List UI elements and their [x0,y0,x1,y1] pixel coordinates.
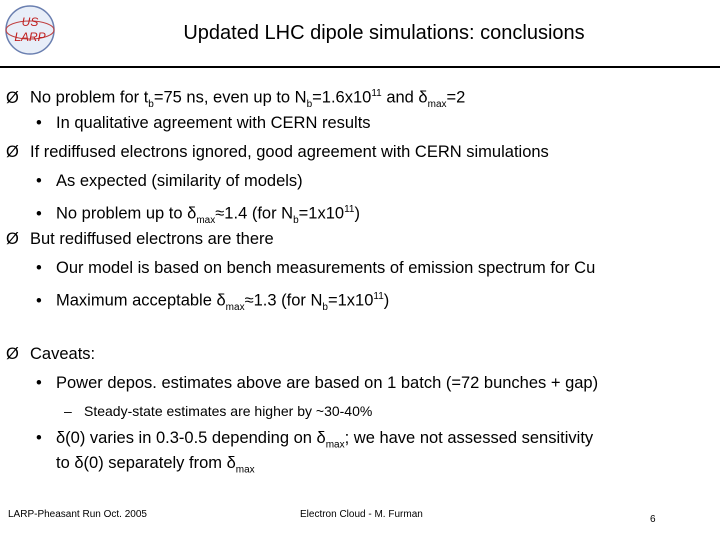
dot-bullet-icon: • [36,374,42,392]
sub-bullet-delta-max-1-4: • No problem up to $\delta_{max}\approx 1.4$ (for $N_b=1x10^{11}$) [36,204,360,226]
page-title: Updated LHC dipole simulations: conclusions [183,22,585,44]
dot-bullet-icon: • [36,172,42,190]
sub-bullet-delta0-range: • δ(0) varies in 0.3-0.5 depending on $\delta_{max}$; we have not assessed sensitivity [36,429,594,451]
page-number: 6 [650,514,656,525]
sub-bullet-cern-agreement: • In qualitative agreement with CERN results [36,114,371,132]
arrow-bullet-icon: Ø [6,345,19,363]
footer-author: Electron Cloud - M. Furman [300,509,423,520]
arrow-bullet-icon: Ø [6,230,19,248]
dot-bullet-icon: • [36,114,42,132]
sub-sub-bullet-steady-state: – Steady-state estimates are higher by ~30-40% [64,403,373,419]
dot-bullet-icon: • [36,259,42,277]
larp-logo [4,4,56,56]
bullet-rediffused-ignored: Ø If rediffused electrons ignored, good agreement with CERN simulations [6,143,549,161]
sub-bullet-delta0-range-continued: to δ(0) separately from $\delta_{max}$ [56,454,255,476]
sub-bullet-similarity: • As expected (similarity of models) [36,172,303,190]
logo-larp-text: LARP [14,30,46,44]
arrow-bullet-icon: Ø [6,88,19,107]
bullet-caveats: Ø Caveats: [6,345,96,363]
arrow-bullet-icon: Ø [6,143,19,161]
sub-bullet-bench-measurements: • Our model is based on bench measurements of emission spectrum for Cu [36,259,596,277]
footer-event: LARP-Pheasant Run Oct. 2005 [8,509,147,520]
sub-bullet-delta-max-1-3: • Maximum acceptable $\delta_{max}\approx 1.3$ (for $N_b=1x10^{11}$) [36,291,390,313]
dash-bullet-icon: – [64,403,72,419]
sub-bullet-power-depos: • Power depos. estimates above are based on 1 batch (=72 bunches + gap) [36,374,599,392]
dot-bullet-icon: • [36,429,42,447]
dot-bullet-icon: • [36,291,42,310]
title-divider [0,66,720,68]
bullet-rediffused-there: Ø But rediffused electrons are there [6,230,274,248]
bullet-tb-nb: Ø No problem for $t_b=75$ ns, even up to $N_b=1.6x10^{11}$ and $\delta_{max}=2$ [6,88,466,110]
logo-us-text: US [21,15,39,29]
dot-bullet-icon: • [36,204,42,223]
